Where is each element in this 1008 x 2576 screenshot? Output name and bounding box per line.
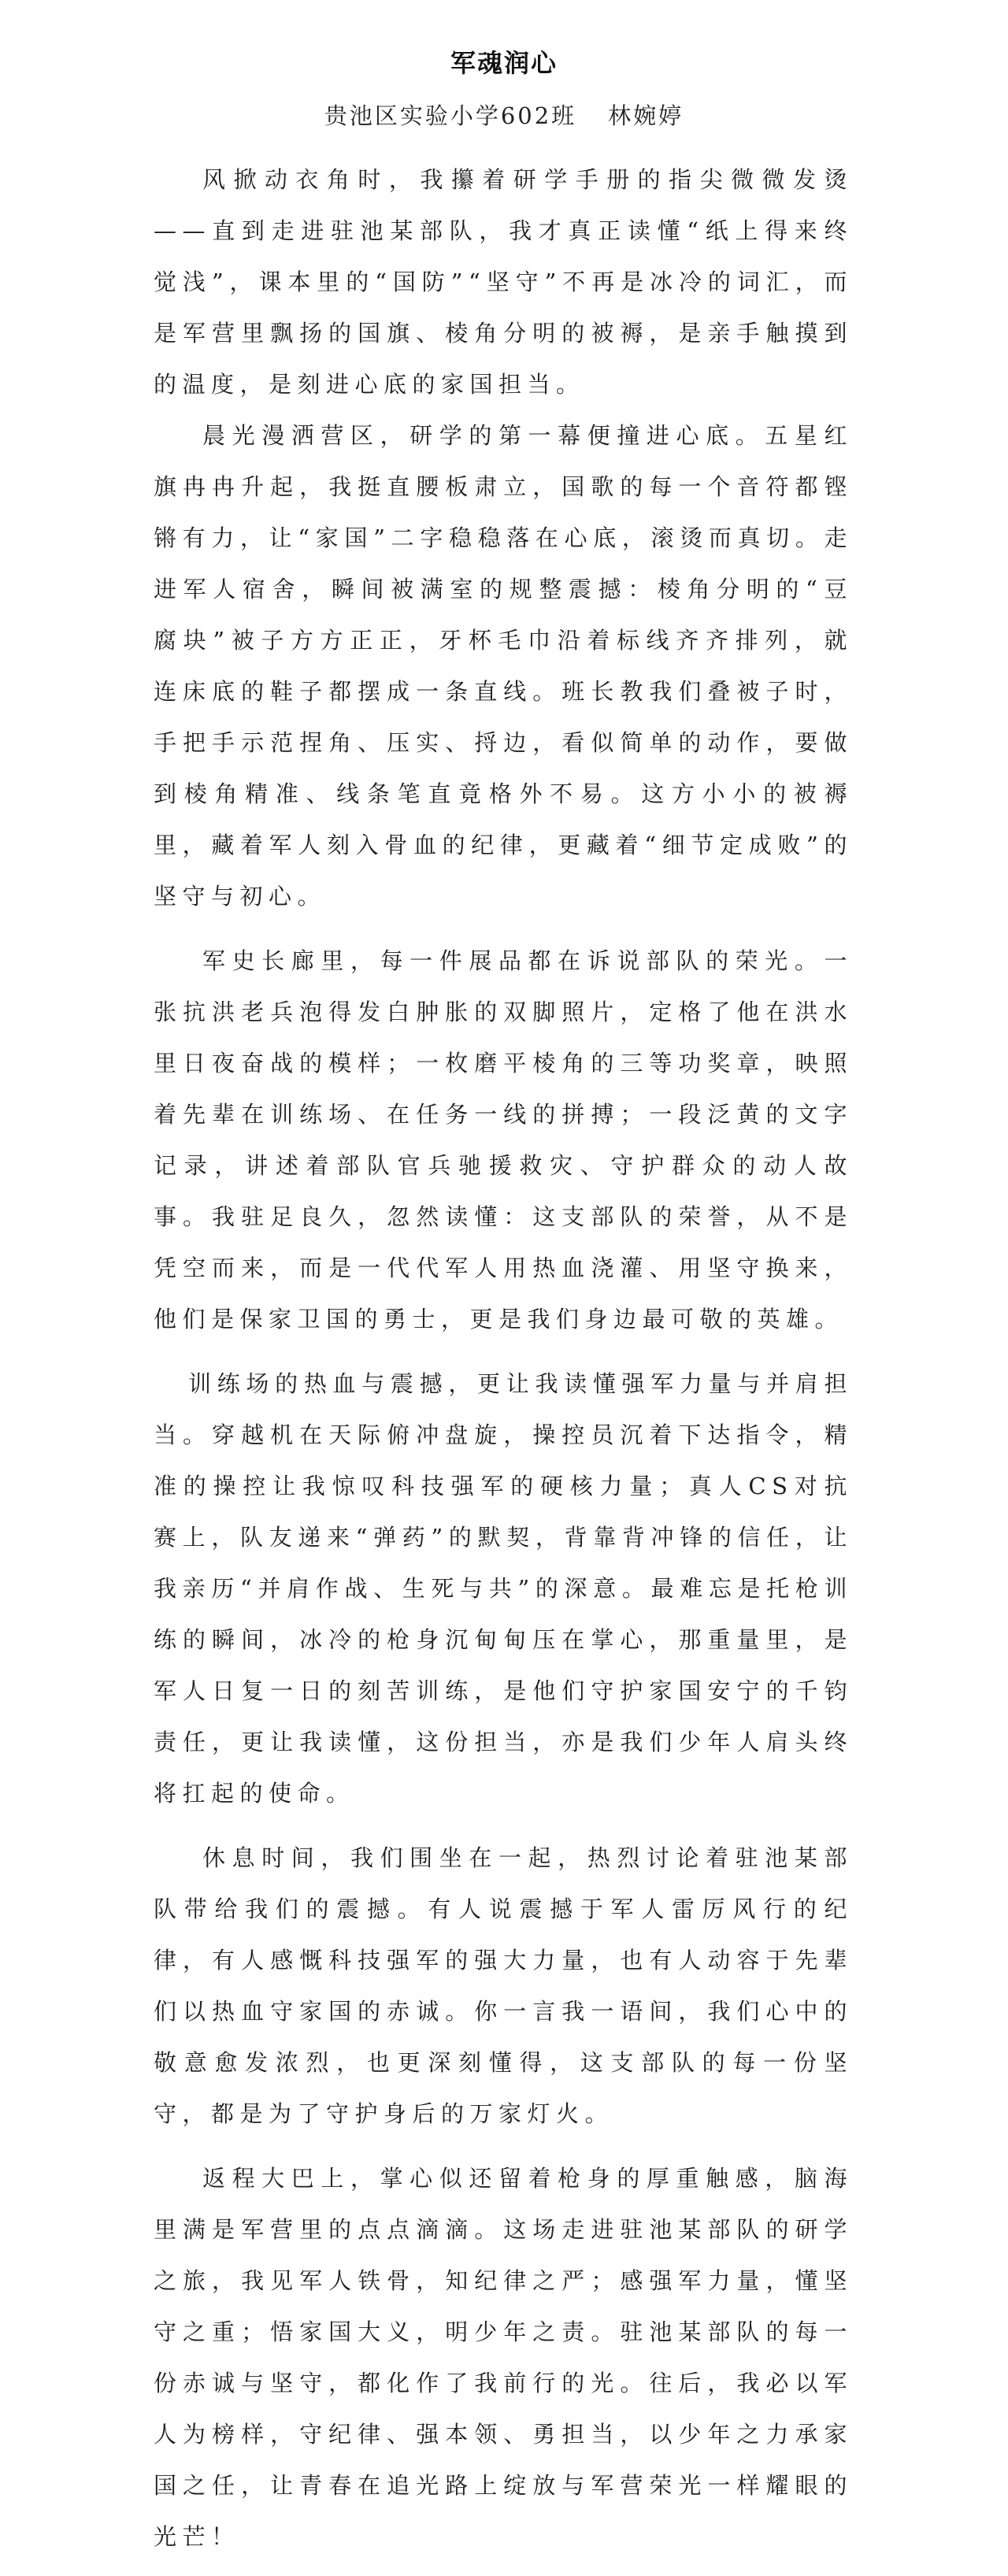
essay-title: 军魂润心 [450,48,558,78]
paragraph-3: 军史长廊里，每一件展品都在诉说部队的荣光。一张抗洪老兵泡得发白肿胀的双脚照片，定格了他在洪水里日夜奋战的模样；一枚磨平棱角的三等功奖章，映照着先辈在训练场、在任务一线的拼搏；一段泛黄的文字记录，讲述着部队官兵驰援救灾、守护群众的动人故事。我驻足良久，忽然读懂：这支部队的荣誉，从不是凭空而来，而是一代代军人用热血浇灌、用坚守换来，他们是保家卫国的勇士，更是我们身边最可敬的英雄。 [154,947,853,1332]
author-line [0,98,1008,133]
author-name: 林婉婷 [608,102,684,129]
paragraph-1: 风掀动衣角时，我攥着研学手册的指尖微微发烫——直到走进驻池某部队，我才真正读懂“纸上得来终觉浅”，课本里的“国防”“坚守”不再是冰冷的词汇，而是军营里飘扬的国旗、棱角分明的被褥，是亲手触摸到的温度，是刻进心底的家国担当。 [154,166,853,398]
paragraph-6: 返程大巴上，掌心似还留着枪身的厚重触感，脑海里满是军营里的点点滴滴。这场走进驻池某部队的研学之旅，我见军人铁骨，知纪律之严；感强军力量，懂坚守之重；悟家国大义，明少年之责。驻池某部队的每一份赤诚与坚守，都化作了我前行的光。往后，我必以军人为榜样，守纪律、强本领、勇担当，以少年之力承家国之任，让青春在追光路上绽放与军营荣光一样耀眼的光芒！ [154,2165,853,2550]
school-class: 贵池区实验小学602班 [324,102,577,129]
paragraph-5: 休息时间，我们围坐在一起，热烈讨论着驻池某部队带给我们的震撼。有人说震撼于军人雷厉风行的纪律，有人感慨科技强军的强大力量，也有人动容于先辈们以热血守家国的赤诚。你一言我一语间，我们心中的敬意愈发浓烈，也更深刻懂得，这支部队的每一份坚守，都是为了守护身后的万家灯火。 [154,1844,853,2127]
essay-body [154,154,853,2576]
paragraph-2: 晨光漫洒营区，研学的第一幕便撞进心底。五星红旗冉冉升起，我挺直腰板肃立，国歌的每一个音符都铿锵有力，让“家国”二字稳稳落在心底，滚烫而真切。走进军人宿舍，瞬间被满室的规整震撼：棱角分明的“豆腐块”被子方方正正，牙杯毛巾沿着标线齐齐排列，就连床底的鞋子都摆成一条直线。班长教我们叠被子时，手把手示范捏角、压实、捋边，看似简单的动作，要做到棱角精准、线条笔直竟格外不易。这方小小的被褥里，藏着军人刻入骨血的纪律，更藏着“细节定成败”的坚守与初心。 [154,422,853,910]
paragraph-4: 训练场的热血与震撼，更让我读懂强军力量与并肩担当。穿越机在天际俯冲盘旋，操控员沉着下达指令，精准的操控让我惊叹科技强军的硬核力量；真人CS对抗赛上，队友递来“弹药”的默契，背靠背冲锋的信任，让我亲历“并肩作战、生死与共”的深意。最难忘是托枪训练的瞬间，冰冷的枪身沉甸甸压在掌心，那重量里，是军人日复一日的刻苦训练，是他们守护家国安宁的千钧责任，更让我读懂，这份担当，亦是我们少年人肩头终将扛起的使命。 [154,1370,853,1807]
